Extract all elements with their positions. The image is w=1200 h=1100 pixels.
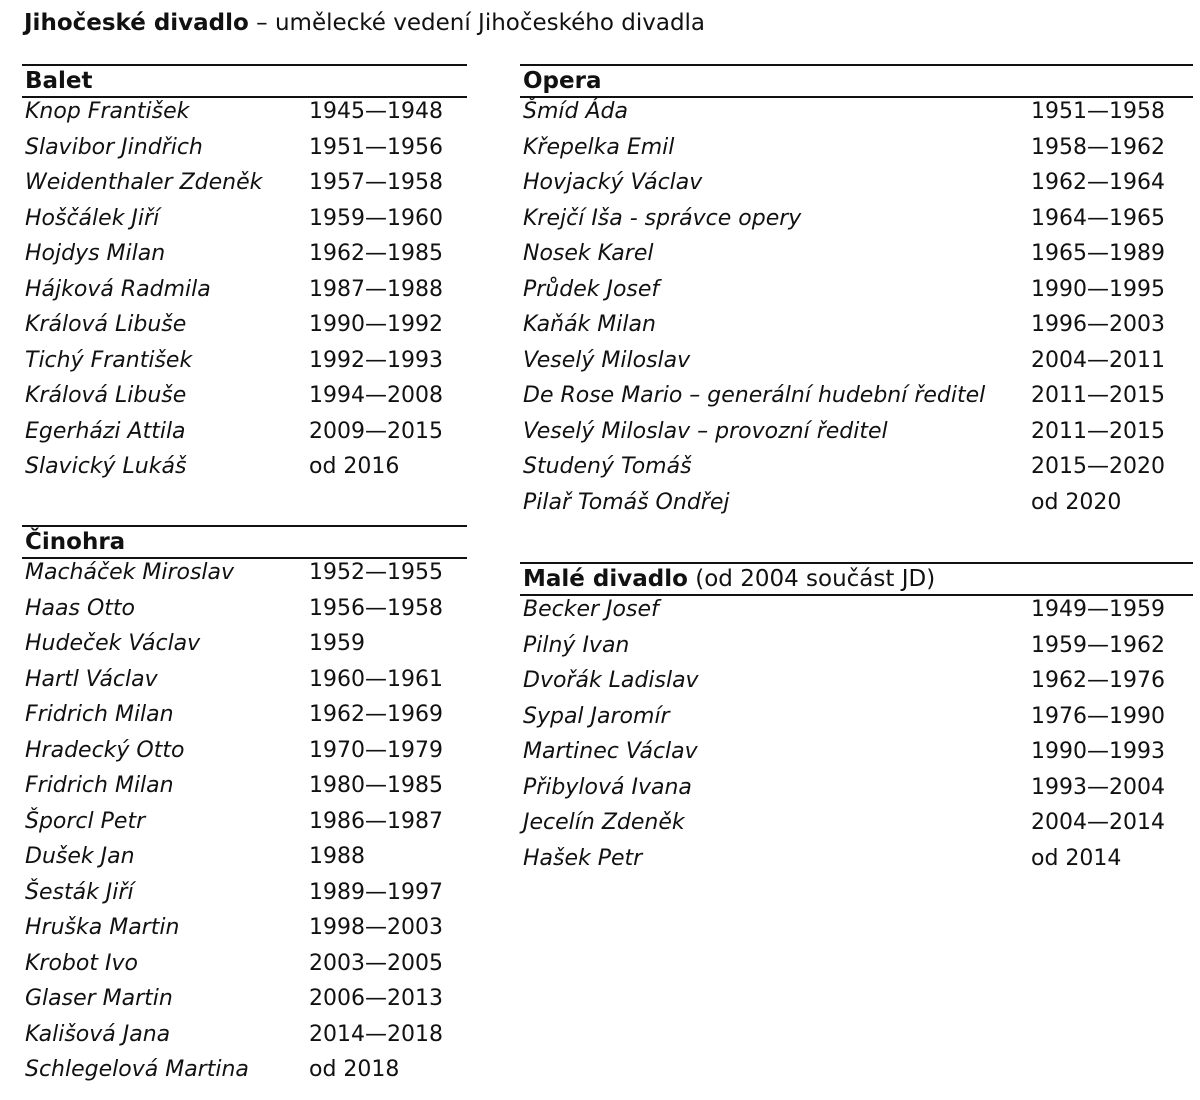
tenure-years: 1959 [309, 631, 365, 656]
tenure-years: 1994—2008 [309, 383, 443, 408]
tenure-years: 2014—2018 [309, 1021, 443, 1047]
list-item [22, 772, 467, 808]
director-name: Haas Otto [25, 595, 135, 621]
director-name: Knop František [25, 99, 190, 124]
list-item [22, 985, 467, 1021]
tenure-years: 2006—2013 [309, 986, 443, 1011]
director-name: Hojdys Milan [25, 241, 166, 266]
tenure-years: od 2016 [309, 454, 400, 479]
tenure-years: 2011—2015 [1031, 418, 1165, 444]
tenure-years: 1952—1955 [309, 560, 443, 585]
tenure-years: 1970—1979 [309, 737, 443, 763]
section-cinohra [22, 525, 467, 1092]
director-name: Glaser Martin [25, 986, 173, 1011]
list-item [22, 453, 467, 489]
tenure-years: 1956—1958 [309, 595, 443, 621]
list-item [22, 382, 467, 418]
director-name: Macháček Miroslav [25, 560, 235, 585]
tenure-years: 1976—1990 [1031, 703, 1165, 729]
list-item [520, 276, 1193, 312]
tenure-years: 1989—1997 [309, 879, 443, 905]
director-name: Slavický Lukáš [25, 454, 187, 479]
list-item [22, 311, 467, 347]
tenure-years: 1993—2004 [1031, 774, 1165, 800]
section-male-divadlo [520, 562, 1193, 880]
director-name: Hruška Martin [25, 915, 180, 940]
list-item [22, 950, 467, 986]
tenure-years: 1990—1992 [309, 312, 443, 337]
tenure-years: 1996—2003 [1031, 312, 1165, 337]
tenure-years: 1990—1995 [1031, 276, 1165, 302]
list-item [520, 703, 1193, 739]
page-title [24, 10, 705, 36]
list-item [520, 596, 1193, 632]
list-item [520, 347, 1193, 383]
tenure-years: 2004—2014 [1031, 810, 1165, 835]
director-name: Hartl Václav [25, 666, 158, 692]
director-name: Hoščálek Jiří [25, 205, 160, 231]
director-name: Sypal Jaromír [523, 703, 670, 729]
director-name: Nosek Karel [523, 241, 654, 266]
tenure-years: 1957—1958 [309, 170, 443, 195]
director-name: Fridrich Milan [25, 702, 174, 727]
section-header [520, 64, 1193, 98]
list-item [520, 632, 1193, 668]
list-item [520, 98, 1193, 134]
list-item [520, 240, 1193, 276]
list-item [22, 666, 467, 702]
director-name: Přibylová Ivana [523, 774, 692, 800]
list-item [22, 808, 467, 844]
tenure-years: 1959—1960 [309, 205, 443, 231]
tenure-years: 1992—1993 [309, 347, 443, 373]
list-item [520, 738, 1193, 774]
tenure-years: 2003—2005 [309, 950, 443, 976]
list-item [22, 1056, 467, 1092]
list-item [520, 169, 1193, 205]
list-item [22, 843, 467, 879]
director-name: Šesták Jiří [25, 879, 134, 905]
tenure-years: od 2014 [1031, 845, 1122, 871]
list-item [22, 559, 467, 595]
director-name: Králová Libuše [25, 312, 187, 337]
director-name: Dvořák Ladislav [523, 668, 699, 693]
list-item [22, 630, 467, 666]
tenure-years: 1986—1987 [309, 808, 443, 834]
tenure-years: 2009—2015 [309, 418, 443, 444]
section-header [22, 64, 467, 98]
tenure-years: 1949—1959 [1031, 597, 1165, 622]
tenure-years: 1980—1985 [309, 773, 443, 798]
list-item [22, 98, 467, 134]
tenure-years: 1964—1965 [1031, 205, 1165, 231]
list-item [520, 382, 1193, 418]
director-name: Šporcl Petr [25, 808, 146, 834]
list-item [22, 134, 467, 170]
director-name: Egerházi Attila [25, 418, 186, 444]
director-name: Weidenthaler Zdeněk [25, 170, 263, 195]
tenure-years: 1962—1985 [309, 241, 443, 266]
list-item [22, 240, 467, 276]
list-item [22, 595, 467, 631]
list-item [520, 134, 1193, 170]
director-name: Kaňák Milan [523, 312, 656, 337]
page-title-bold: Jihočeské divadlo [24, 10, 249, 36]
section-title: Činohra [25, 529, 126, 555]
list-item [22, 169, 467, 205]
tenure-years: 1951—1956 [309, 134, 443, 160]
director-name: Slavibor Jindřich [25, 134, 203, 160]
section-header [520, 562, 1193, 596]
list-item [22, 418, 467, 454]
director-name: De Rose Mario – generální hudební ředitel [523, 383, 986, 408]
list-item [520, 845, 1193, 881]
list-item [520, 774, 1193, 810]
tenure-years: 1988 [309, 844, 365, 869]
tenure-years: 2015—2020 [1031, 454, 1165, 479]
tenure-years: 1962—1976 [1031, 668, 1165, 693]
list-item [520, 205, 1193, 241]
section-title: Balet [25, 68, 93, 94]
tenure-years: 1951—1958 [1031, 99, 1165, 124]
list-item [22, 914, 467, 950]
tenure-years: 1959—1962 [1031, 632, 1165, 658]
tenure-years: 2004—2011 [1031, 347, 1165, 373]
director-name: Tichý František [25, 347, 193, 373]
director-name: Hradecký Otto [25, 737, 185, 763]
director-name: Hudeček Václav [25, 631, 201, 656]
tenure-years: 1965—1989 [1031, 241, 1165, 266]
list-item [520, 311, 1193, 347]
tenure-years: od 2018 [309, 1057, 400, 1082]
list-item [22, 737, 467, 773]
director-name: Hájková Radmila [25, 276, 211, 302]
list-item [520, 453, 1193, 489]
list-item [520, 809, 1193, 845]
tenure-years: 1987—1988 [309, 276, 443, 302]
tenure-years: 1962—1964 [1031, 170, 1165, 195]
list-item [520, 418, 1193, 454]
tenure-years: 1945—1948 [309, 99, 443, 124]
director-name: Pilný Ivan [523, 632, 630, 658]
tenure-years: 1960—1961 [309, 666, 443, 692]
director-name: Křepelka Emil [523, 134, 675, 160]
tenure-years: 1958—1962 [1031, 134, 1165, 160]
section-title: Malé divadlo [523, 566, 688, 592]
list-item [22, 347, 467, 383]
list-item [22, 1021, 467, 1057]
list-item [22, 205, 467, 241]
section-opera [520, 64, 1193, 524]
list-item [22, 701, 467, 737]
director-name: Hašek Petr [523, 845, 643, 871]
tenure-years: 1962—1969 [309, 702, 443, 727]
section-title-note: (od 2004 součást JD) [687, 566, 936, 592]
list-item [22, 276, 467, 312]
director-name: Krejčí Iša - správce opery [523, 205, 802, 231]
tenure-years: 1990—1993 [1031, 739, 1165, 764]
director-name: Jecelín Zdeněk [523, 810, 685, 835]
director-name: Králová Libuše [25, 383, 187, 408]
director-name: Fridrich Milan [25, 773, 174, 798]
director-name: Martinec Václav [523, 739, 698, 764]
section-title: Opera [523, 68, 602, 94]
director-name: Kališová Jana [25, 1021, 171, 1047]
director-name: Hovjacký Václav [523, 170, 703, 195]
director-name: Veselý Miloslav – provozní ředitel [523, 418, 888, 444]
director-name: Šmíd Áda [523, 99, 628, 124]
director-name: Becker Josef [523, 597, 659, 622]
director-name: Krobot Ivo [25, 950, 138, 976]
director-name: Průdek Josef [523, 276, 660, 302]
section-header [22, 525, 467, 559]
section-balet [22, 64, 467, 489]
tenure-years: od 2020 [1031, 489, 1122, 515]
director-name: Veselý Miloslav [523, 347, 691, 373]
list-item [520, 489, 1193, 525]
page-title-rest: – umělecké vedení Jihočeského divadla [248, 10, 706, 36]
director-name: Pilař Tomáš Ondřej [523, 489, 730, 515]
director-name: Dušek Jan [25, 844, 135, 869]
list-item [520, 667, 1193, 703]
list-item [22, 879, 467, 915]
director-name: Studený Tomáš [523, 454, 692, 479]
tenure-years: 2011—2015 [1031, 383, 1165, 408]
director-name: Schlegelová Martina [25, 1057, 249, 1082]
tenure-years: 1998—2003 [309, 915, 443, 940]
